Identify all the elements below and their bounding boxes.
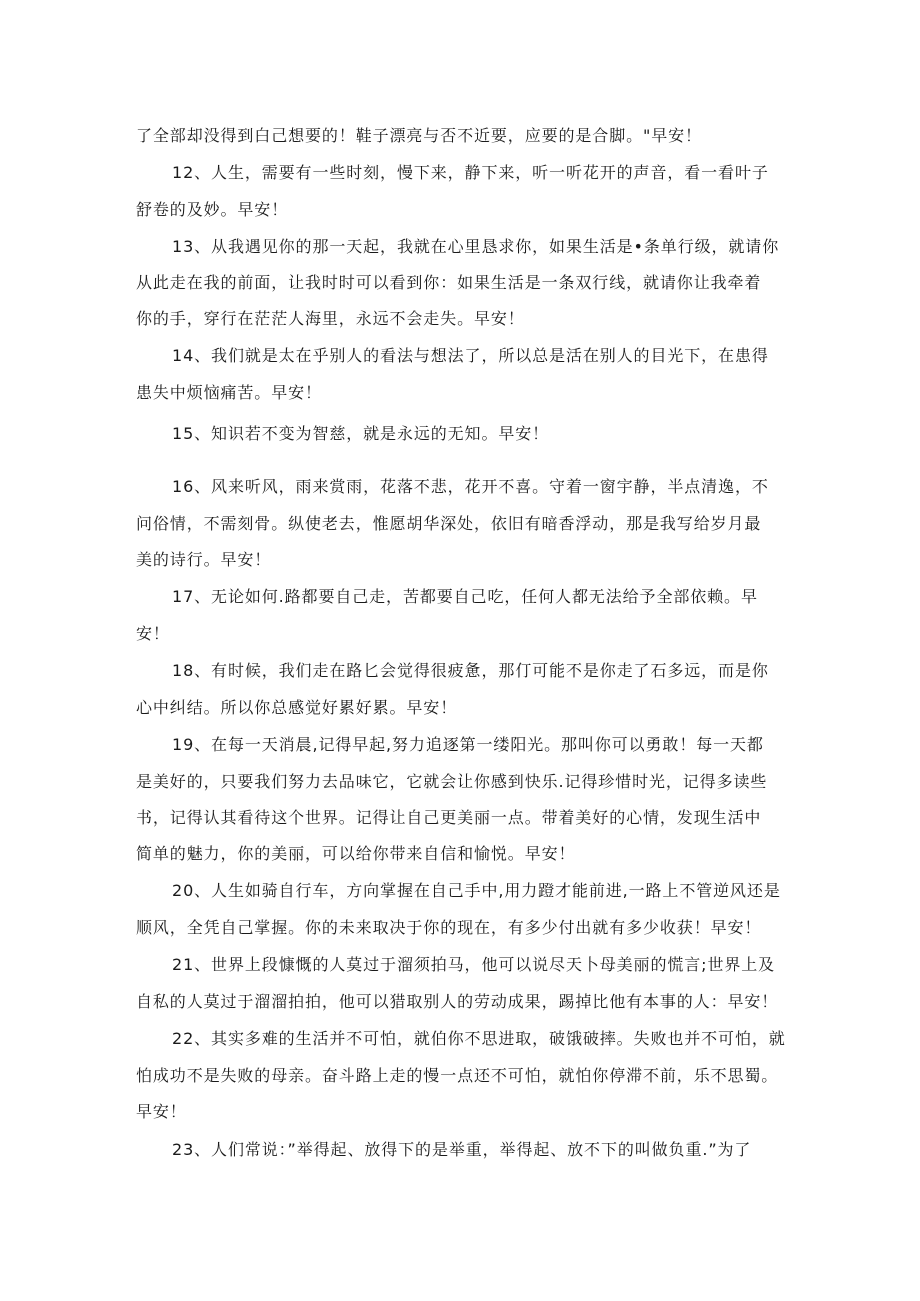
text-line: 书，记得认其看待这个世界。记得让自己更美丽一点。带着美好的心情，发现生活中: [136, 808, 762, 827]
text-line: 14、我们就是太在乎别人的看法与想法了，所以总是活在别人的目光下，在患得: [172, 346, 769, 365]
text-line: 17、无论如何.路都要自己走，苦都要自己吃，任何人都无法给予全部依赖。早: [172, 587, 758, 606]
text-line: 舒卷的及妙。早安！: [136, 200, 289, 219]
text-line: 21、世界上段慷慨的人莫过于溜须拍马，他可以说尽天卜母美丽的慌言;世界上及: [172, 955, 776, 974]
text-line: 美的诗行。早安！: [136, 550, 272, 569]
text-line: 患失中烦恼痛苦。早安！: [136, 383, 322, 402]
text-line: 15、知识若不变为智慈，就是永远的无知。早安！: [172, 424, 550, 443]
text-line: 了全部却没得到白己想要的！鞋子漂亮与否不近要，应要的是合脚。"早安！: [136, 126, 702, 145]
text-line: 12、人生，需要有一些时刻，慢下来，静下来，听一听花开的声音，看一看叶子: [172, 163, 769, 182]
text-line: 早安！: [136, 1102, 187, 1121]
text-line: 20、人生如骑自行车，方向掌握在自己手中,用力蹬才能前进,一路上不管逆风还是: [172, 881, 781, 900]
text-line: 19、在每一天消晨,记得早起,努力追逐第一缕阳光。那叫你可以勇敢！每一天都: [172, 735, 764, 754]
text-line: 问俗情，不需刻骨。纵使老去，惟愿胡华深处，依旧有暗香浮动，那是我写给岁月最: [136, 514, 762, 533]
text-line: 23、人们常说：”举得起、放得下的是举重，举得起、放不下的叫做负重.”为了: [172, 1140, 752, 1159]
text-line: 13、从我遇见你的那一天起，我就在心里恳求你，如果生活是•条单行级，就请你: [172, 237, 780, 256]
text-line: 心中纠结。所以你总感觉好累好累。早安！: [136, 698, 458, 717]
text-line: 是美好的，只要我们努力去品味它，它就会让你感到快乐.记得珍惜时光，记得多读些: [136, 772, 768, 791]
text-line: 从此走在我的前面，让我时时可以看到你：如果生活是一条双行线，就请你让我牵着: [136, 273, 762, 292]
text-line: 安！: [136, 624, 170, 643]
text-line: 自私的人莫过于溜溜拍拍，他可以猎取别人的劳动成果，踢掉比他有本事的人：早安！: [136, 992, 779, 1011]
text-line: 22、其实多难的生活并不可怕，就伯你不思进取，破饿破摔。失败也并不可怕，就: [172, 1029, 786, 1048]
text-line: 怕成功不是失败的母亲。奋斗路上走的慢一点还不可怕，就怕你停滞不前，乐不思蜀。: [136, 1066, 779, 1085]
text-line: 简单的魅力，你的美丽，可以给你带来自信和愉悦。早安！: [136, 844, 576, 863]
text-line: 顺风，全凭自己掌握。你的未来取决于你的现在，有多少付出就有多少收获！早安！: [136, 918, 762, 937]
text-line: 你的手，穿行在茫茫人海里，永远不会走失。早安！: [136, 309, 525, 328]
text-line: 16、风来听风，雨来赏雨，花落不悲，花开不喜。守着一窗宇静，半点清逸，不: [172, 477, 769, 496]
text-line: 18、有时候，我们走在路匕会觉得很疲惫，那仃可能不是你走了石多远，而是你: [172, 661, 769, 680]
